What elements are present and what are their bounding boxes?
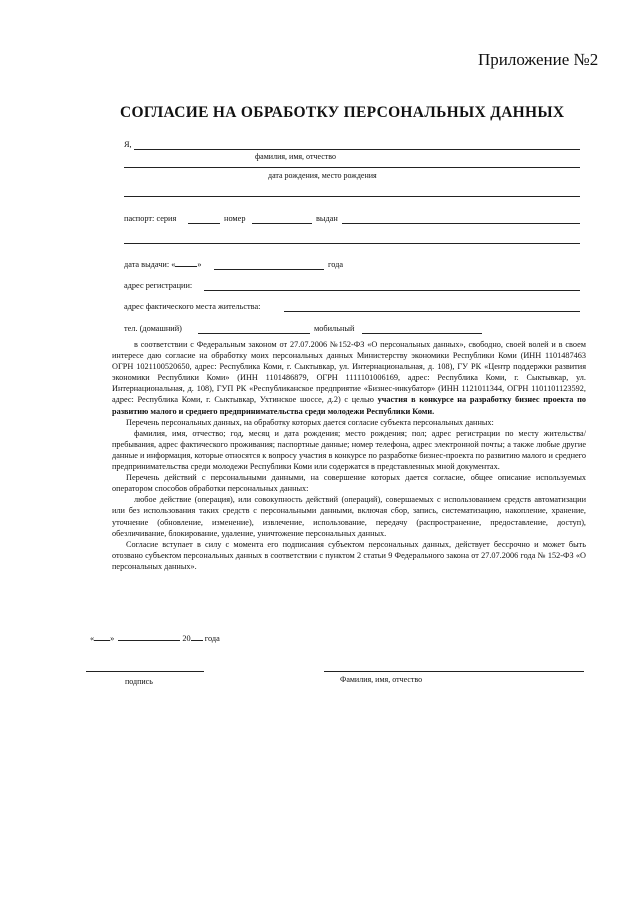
signing-year-field[interactable]: [191, 640, 203, 641]
mobile-phone-field[interactable]: [362, 333, 482, 334]
home-phone-label: тел. (домашний): [124, 324, 182, 333]
signer-fio-field[interactable]: [324, 671, 584, 672]
residence-label: адрес фактического места жительства:: [124, 302, 261, 311]
issue-date-month-field[interactable]: [214, 269, 324, 270]
passport-number-label: номер: [224, 214, 246, 223]
signature-field[interactable]: [86, 671, 204, 672]
fio-field[interactable]: [134, 149, 580, 150]
signing-day-field[interactable]: [94, 640, 110, 641]
passport-issued-field-line-2[interactable]: [124, 243, 580, 244]
annex-label: Приложение №2: [478, 50, 599, 69]
birth-field[interactable]: [124, 167, 580, 168]
i-label: Я,: [124, 140, 132, 149]
home-phone-field[interactable]: [198, 333, 310, 334]
consent-paragraph-3: фамилия, имя, отчество; год, месяц и дата рождения; место рождения; пол; адрес регистрации по месту жительства/пребывания, адрес фактического проживания; паспортные данные; номер телефона, адрес электронной почты; а также любые другие данные и информация, которые относятся к вопросу участия в конкурсе по разработке бизнес-проекта по развитию малого и среднего предпринимательства среди молодежи Республики Коми или содержатся в представленных мной документах.: [112, 428, 586, 472]
passport-issued-label: выдан: [316, 214, 338, 223]
passport-number-field[interactable]: [252, 223, 312, 224]
signature-caption: подпись: [125, 677, 153, 686]
consent-paragraph-2: Перечень персональных данных, на обработку которых дается согласие субъекта персональных данных:: [126, 417, 494, 427]
passport-series-label: паспорт: серия: [124, 214, 177, 223]
consent-paragraph-6: Согласие вступает в силу с момента его подписания субъектом персональных данных, действует бессрочно и может быть отозвано субъектом персональных данных в соответствии с пунктом 2 статьи 9 Федерального закона от 27.07.2006 года № 152-ФЗ «О персональных данных».: [112, 539, 586, 571]
consent-paragraph-4: Перечень действий с персональными данными, на совершение которых дается согласие, общее описание используемых оператором способов обработки персональных данных:: [112, 473, 586, 494]
issue-year-label: года: [328, 260, 344, 269]
birth-caption: дата рождения, место рождения: [268, 171, 377, 180]
document-title: СОГЛАСИЕ НА ОБРАБОТКУ ПЕРСОНАЛЬНЫХ ДАННЫХ: [120, 104, 565, 121]
consent-paragraph-5: любое действие (операция), или совокупность действий (операций), совершаемых с использованием средств автоматизации или без использования таких средств с персональными данными, включая сбор, запись, систематизацию, накопление, хранение, уточнение (обновление, изменение), извлечение, использование, передачу (распространение, предоставление, доступ), обезличивание, блокирование, удаление, уничтожение персональных данных.: [112, 495, 586, 538]
consent-body: [112, 339, 586, 572]
issue-date-label: дата выдачи: « »: [124, 260, 202, 269]
passport-issued-field[interactable]: [342, 223, 580, 224]
signer-fio-caption: Фамилия, имя, отчество: [340, 675, 423, 684]
mobile-label: мобильный: [314, 324, 355, 333]
consent-purpose: участия в конкурсе на разработку бизнес проекта по развитию малого и среднего предпринимательства среди молодежи Республики Коми.: [112, 395, 586, 416]
signing-month-field[interactable]: [118, 640, 180, 641]
fio-caption: фамилия, имя, отчество: [255, 152, 336, 161]
birth-field-line-2[interactable]: [124, 196, 580, 197]
consent-paragraph-1: в соответствии с Федеральным законом от 27.07.2006 №152-ФЗ «О персональных данных», свободно, своей волей и в своем интересе даю согласие на обработку моих персональных данных Министерству экономики Республики Коми (ИНН 1101487463 ОГРН 1021100520650, адрес: Республика Коми, г. Сыктывкар, ул. Интернациональная, д. 108), ГУ РК «Центр поддержки развития экономики Республики Коми» (ИНН 1101486879, ОГРН 1111101006169, адрес: Республика Коми, г. Сыктывкар, ул. Интернациональная, д. 108), ГУП РК «Республиканское предприятие «Бизнес-инкубатор» (ИНН 1121011344, ОГРН 1101101123592, адрес: Республика Коми, г. Сыктывкар, Ухтинское шоссе, д.2) с целью участия в конкурсе на разработку бизнес проекта по развитию малого и среднего предпринимательства среди молодежи Республики Коми.: [112, 340, 586, 416]
signing-date: « » 20 года: [90, 634, 220, 643]
residence-field[interactable]: [284, 311, 580, 312]
registration-label: адрес регистрации:: [124, 281, 193, 290]
passport-series-field[interactable]: [188, 223, 220, 224]
registration-field[interactable]: [204, 290, 580, 291]
